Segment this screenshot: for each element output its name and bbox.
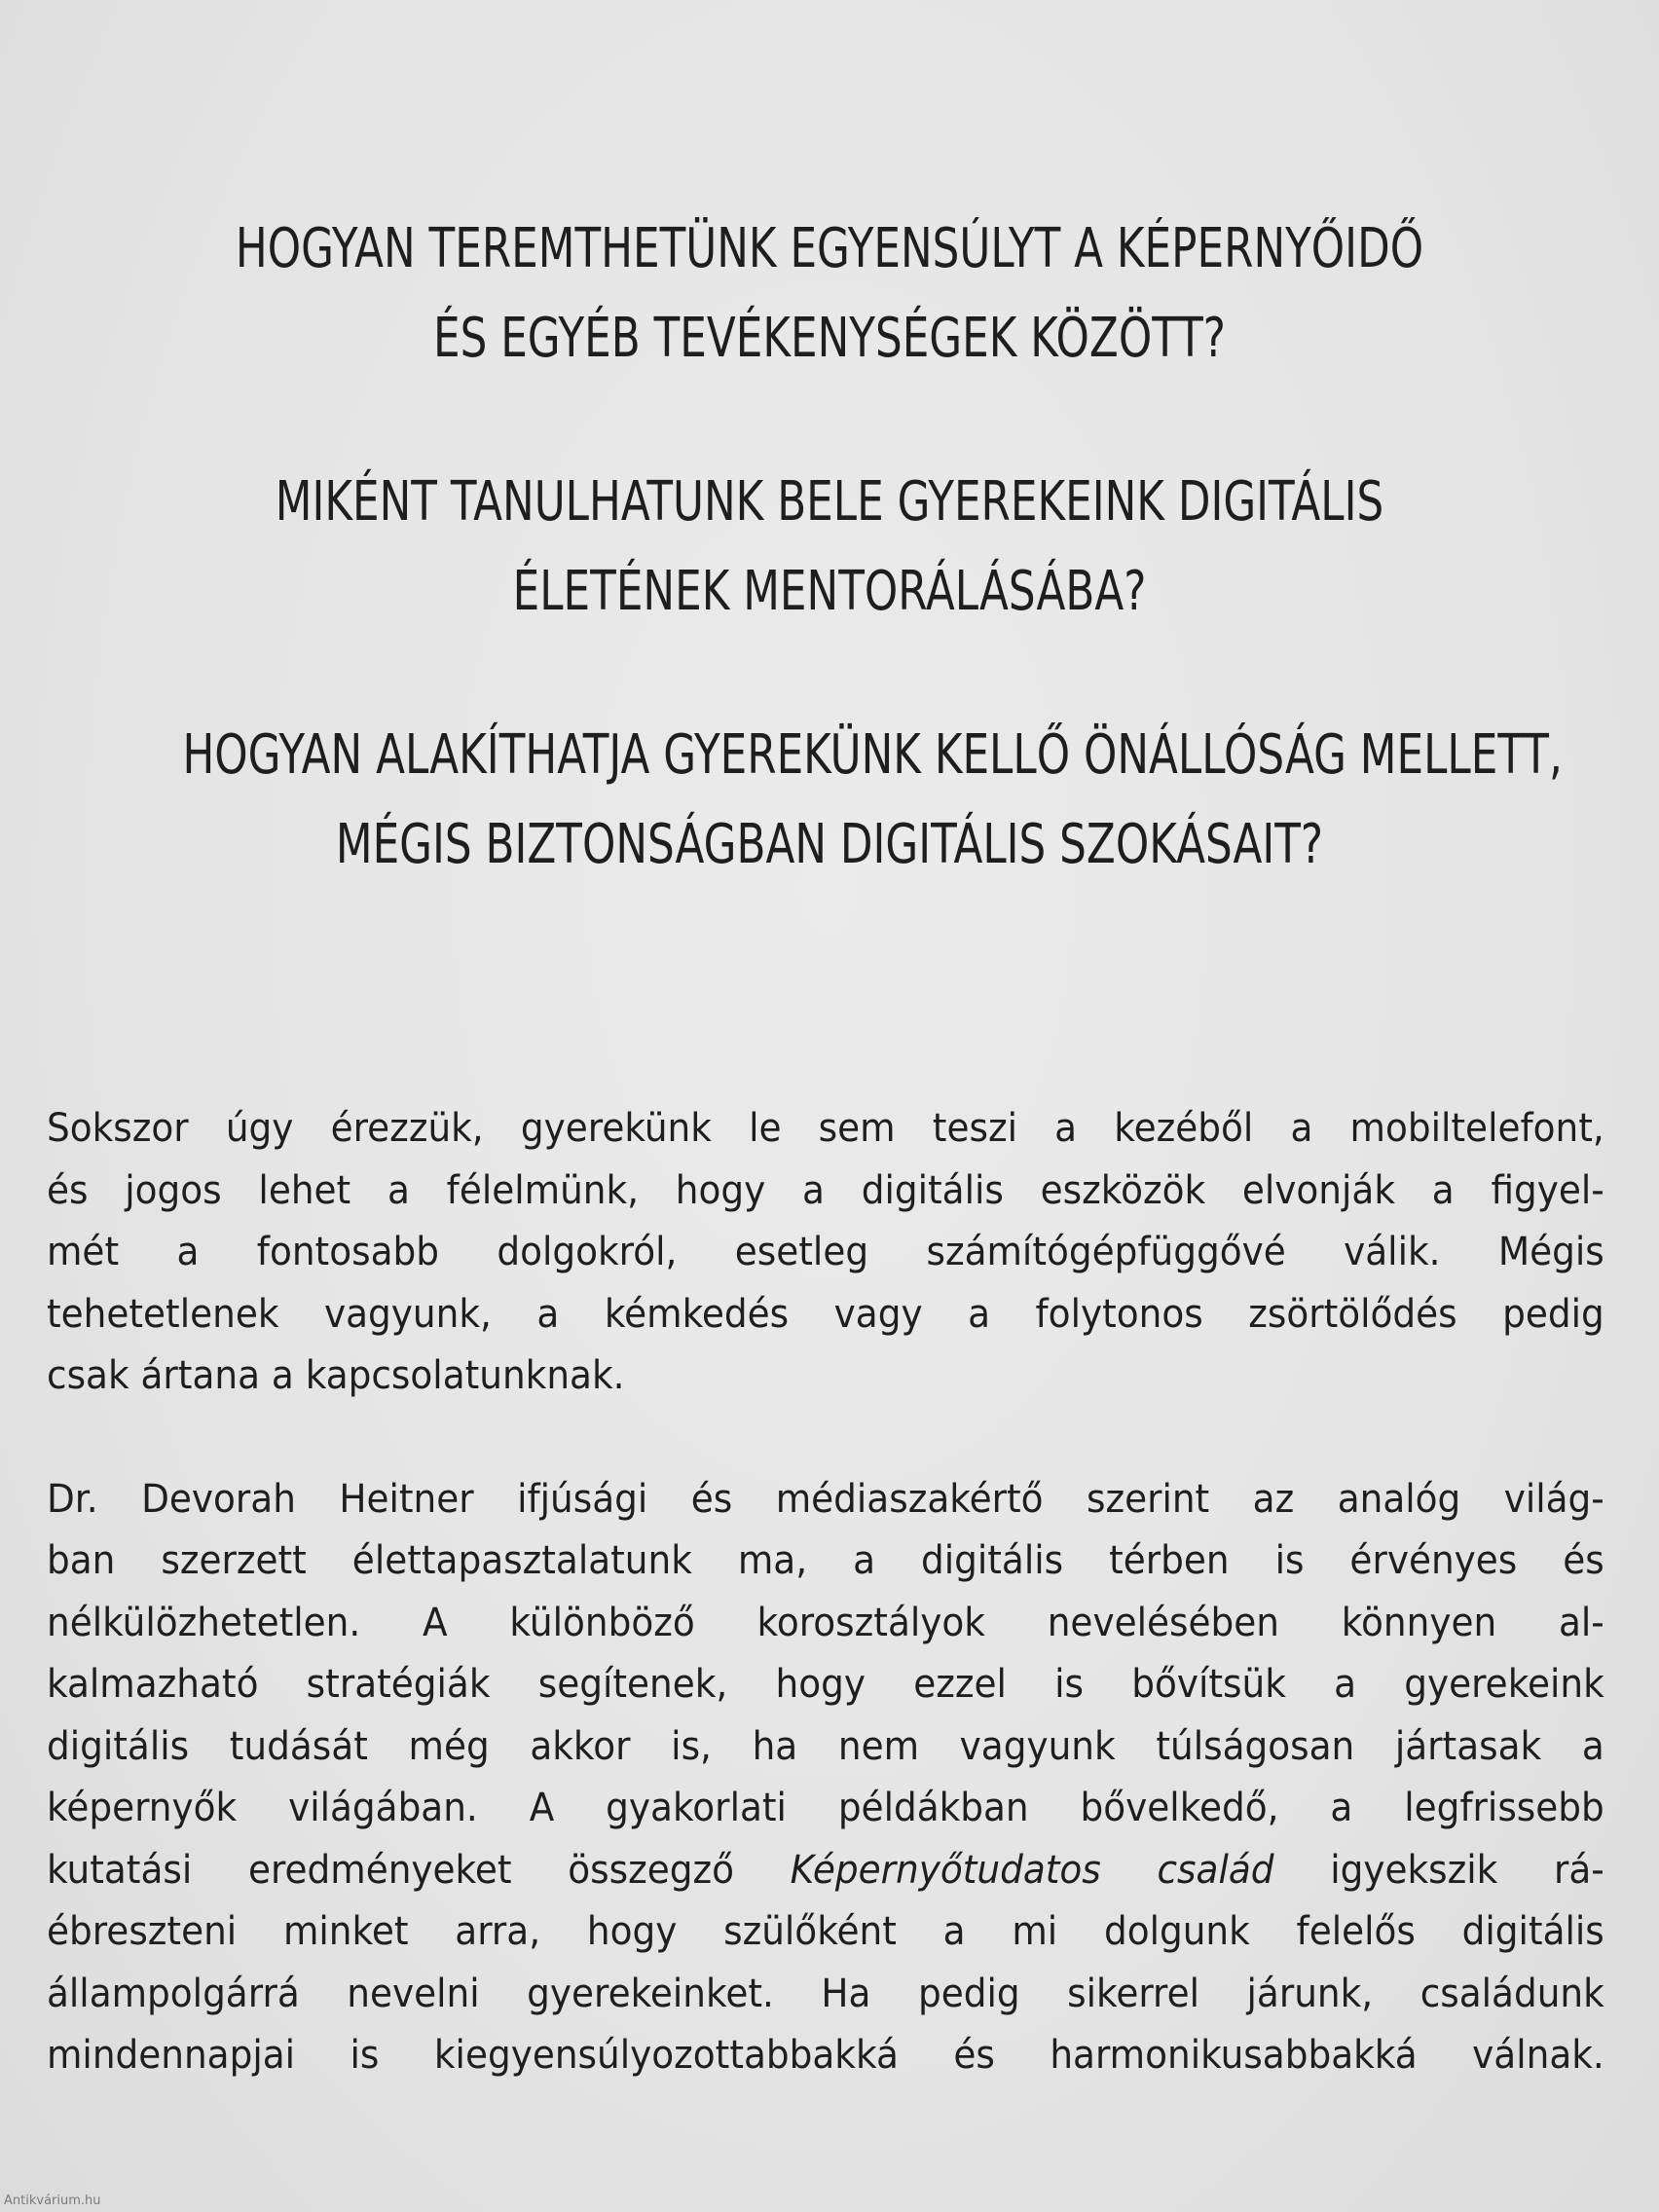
text-line: Dr. Devorah Heitner ifjúsági és médiaszakértő szerint az analóg világ- xyxy=(47,1476,1604,1522)
question-line: ÉS EGYÉB TEVÉKENYSÉGEK KÖZÖTT? xyxy=(432,307,1226,370)
text-line: csak ártana a kapcsolatunknak. xyxy=(47,1353,625,1398)
text-segment: igyekszik rá- xyxy=(1273,1847,1604,1893)
text-line: mét a fontosabb dolgokról, esetleg számítógépfüggővé válik. Mégis xyxy=(47,1230,1604,1274)
text-line: és jogos lehet a félelmünk, hogy a digitális eszközök elvonják a figyel- xyxy=(47,1167,1604,1213)
questions-block xyxy=(182,204,1563,964)
description-text xyxy=(47,1098,1604,2149)
question-line: HOGYAN ALAKÍTHATJA GYEREKÜNK KELLŐ ÖNÁLLÓSÁG MELLETT, xyxy=(182,723,1563,787)
paragraph-1 xyxy=(47,1098,1604,1408)
text-line: képernyők világában. A gyakorlati példákban bővelkedő, a legfrissebb xyxy=(47,1786,1604,1830)
watermark: Antikvárium.hu xyxy=(4,2194,101,2208)
question-2 xyxy=(182,458,1476,637)
text-line: tehetetlenek vagyunk, a kémkedés vagy a folytonos zsörtölődés pedig xyxy=(47,1291,1604,1337)
question-line: HOGYAN TEREMTHETÜNK EGYENSÚLYT A KÉPERNYŐIDŐ xyxy=(235,217,1424,280)
text-line: ban szerzett élettapasztalatunk ma, a digitális térben is érvényes és xyxy=(47,1538,1604,1583)
question-1 xyxy=(182,204,1476,384)
text-segment: kutatási eredményeket összegző xyxy=(47,1847,791,1893)
question-line: ÉLETÉNEK MENTORÁLÁSÁBA? xyxy=(512,560,1147,623)
text-line-with-title xyxy=(47,1840,1604,1902)
question-3 xyxy=(182,711,1563,890)
text-line: ébreszteni minket arra, hogy szülőként a mi dolgunk felelős digitális xyxy=(47,1909,1604,1954)
question-line: MÉGIS BIZTONSÁGBAN DIGITÁLIS SZOKÁSAIT? xyxy=(335,813,1324,876)
text-line: nélkülözhetetlen. A különböző korosztályok nevelésében könnyen al- xyxy=(47,1600,1604,1645)
paragraph-2 xyxy=(47,1469,1604,2087)
book-title: Képernyőtudatos család xyxy=(790,1847,1274,1893)
text-line: állampolgárrá nevelni gyerekeinket. Ha pedig sikerrel járunk, családunk xyxy=(47,1971,1604,2016)
text-line: mindennapjai is kiegyensúlyozottabbakká és harmonikusabbakká válnak. xyxy=(47,2033,1604,2078)
question-line: MIKÉNT TANULHATUNK BELE GYEREKEINK DIGITÁLIS xyxy=(275,470,1384,534)
text-line: Sokszor úgy érezzük, gyerekünk le sem teszi a kezéből a mobiltelefont, xyxy=(47,1106,1604,1151)
text-line: digitális tudását még akkor is, ha nem vagyunk túlságosan jártasak a xyxy=(47,1723,1604,1769)
text-line: kalmazható stratégiák segítenek, hogy ezzel is bővítsük a gyerekeink xyxy=(47,1662,1604,1707)
